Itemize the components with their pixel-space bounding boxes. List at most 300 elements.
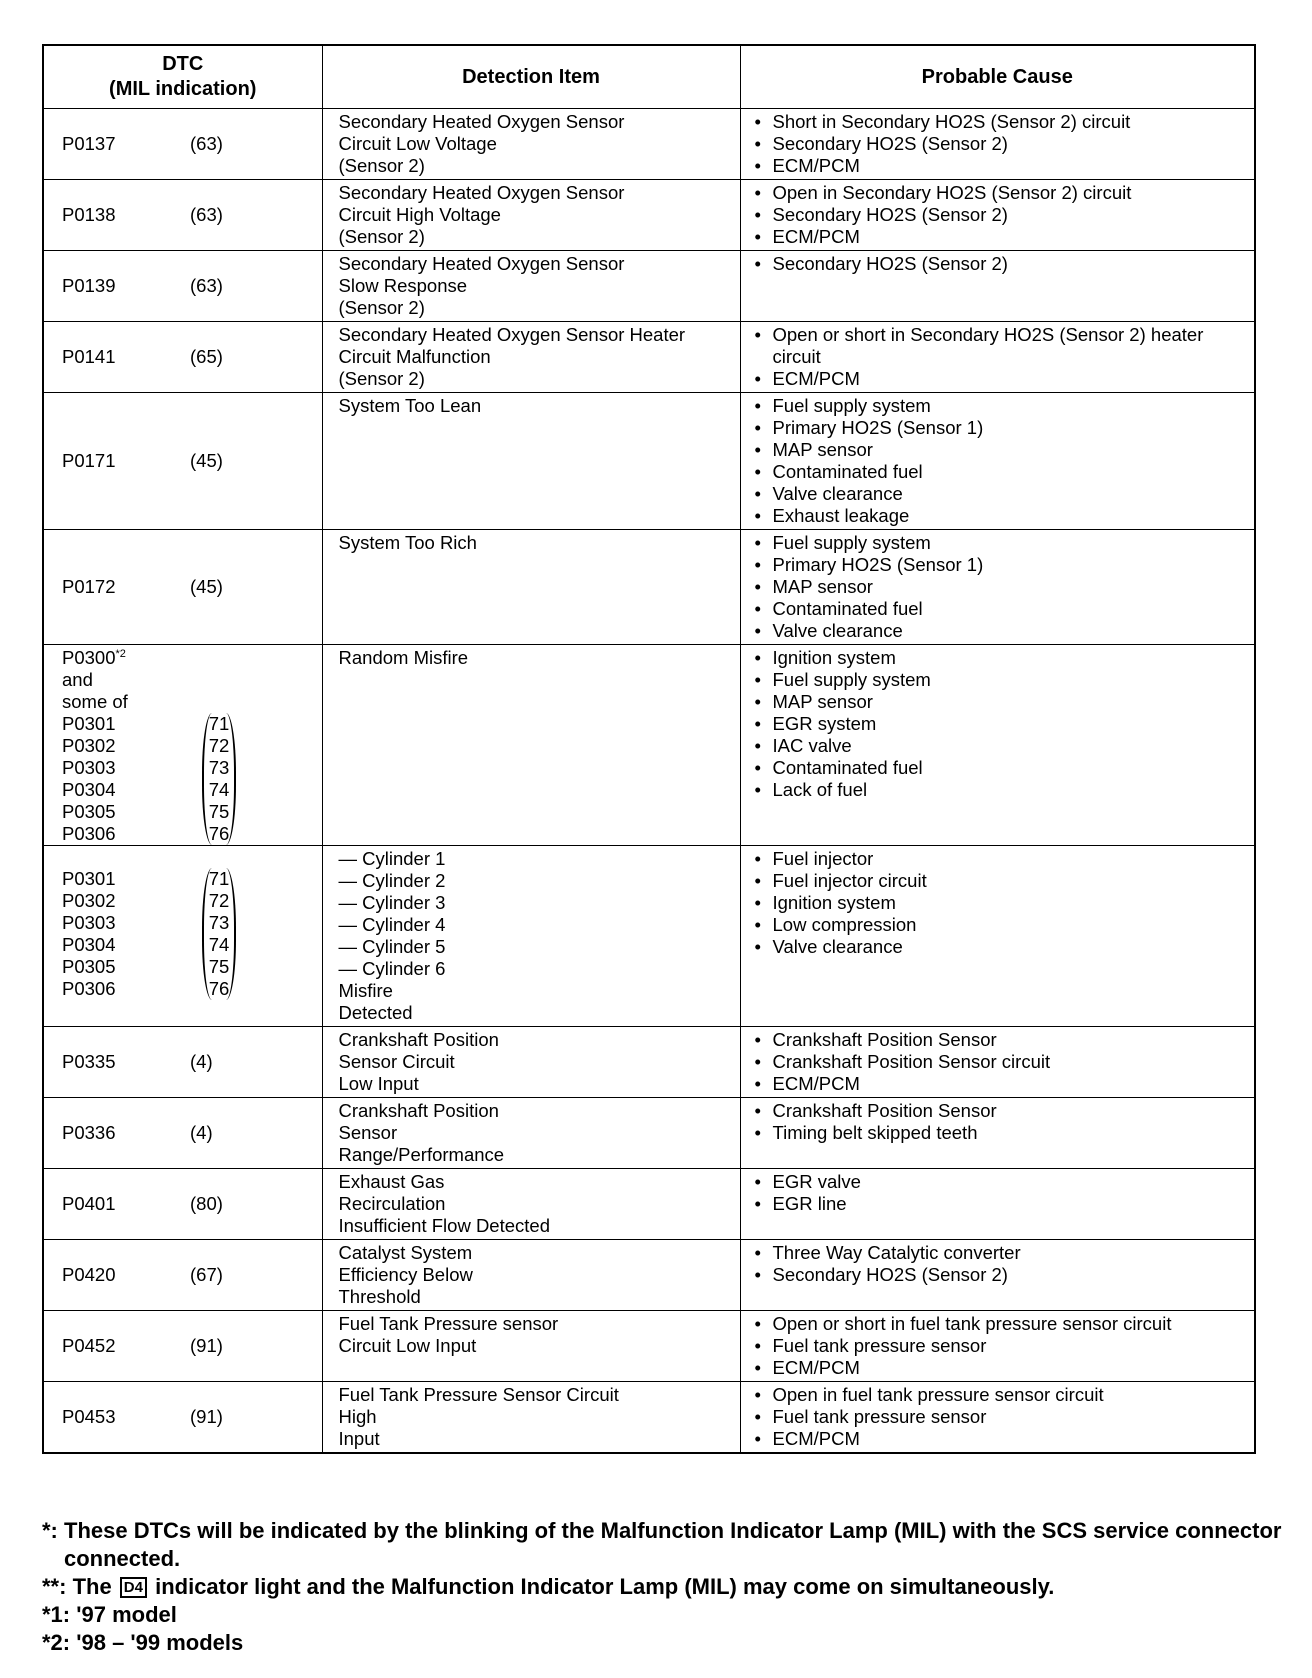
- code-list: [62, 868, 202, 1000]
- cause-text: Fuel supply system: [772, 669, 931, 690]
- dtc-wrap: [62, 1051, 314, 1073]
- mil-indication: (65): [190, 346, 223, 367]
- bullet-icon: •: [754, 598, 761, 619]
- table-row: [43, 180, 1255, 251]
- dtc-code: P0137: [62, 133, 116, 154]
- mil-indication: (4): [190, 1122, 213, 1143]
- detection-item-line: Sensor Circuit: [338, 1051, 455, 1072]
- cause-item: [755, 324, 1247, 368]
- bullet-icon: •: [754, 779, 761, 800]
- detection-item-line: — Cylinder 2: [338, 870, 446, 891]
- mil-bracket-list: [202, 713, 236, 845]
- cause-item: [755, 1193, 1247, 1215]
- cause-item: [755, 848, 1247, 870]
- bullet-icon: •: [754, 461, 761, 482]
- cause-text: Fuel tank pressure sensor: [772, 1335, 987, 1356]
- header-detection-item: Detection Item: [322, 45, 740, 109]
- cause-text: Fuel supply system: [772, 532, 931, 553]
- cause-item: [755, 669, 1247, 691]
- cause-item: [755, 461, 1247, 483]
- bullet-icon: •: [754, 204, 761, 225]
- cause-item: [755, 735, 1247, 757]
- bullet-icon: •: [754, 532, 761, 553]
- cause-item: [755, 1313, 1247, 1335]
- cause-item: [755, 554, 1247, 576]
- detection-item-line: — Cylinder 1: [338, 848, 446, 869]
- detection-item-line: Input: [338, 1428, 380, 1449]
- bullet-icon: •: [754, 647, 761, 668]
- probable-cause-cell: [740, 645, 1255, 846]
- detection-item-line: Secondary Heated Oxygen Sensor: [338, 253, 625, 274]
- cause-item: [755, 1406, 1247, 1428]
- cause-text: Fuel injector: [772, 848, 874, 869]
- bullet-icon: •: [754, 1384, 761, 1405]
- mil-indication: 74: [208, 934, 230, 955]
- mil-indication: (80): [190, 1193, 223, 1214]
- dtc-code: P0301: [62, 713, 116, 734]
- cause-text: Fuel injector circuit: [772, 870, 927, 891]
- dtc-code: P0453: [62, 1406, 116, 1427]
- cause-item: [755, 1029, 1247, 1051]
- mil-indication: 71: [208, 713, 230, 734]
- cause-text: Short in Secondary HO2S (Sensor 2) circuit: [772, 111, 1131, 132]
- bullet-icon: •: [754, 936, 761, 957]
- dtc-code: P0420: [62, 1264, 116, 1285]
- dtc-wrap: [62, 1193, 314, 1215]
- bullet-icon: •: [754, 1029, 761, 1050]
- bullet-icon: •: [754, 848, 761, 869]
- table-row-random-misfire: [43, 645, 1255, 846]
- cause-item: [755, 1073, 1247, 1095]
- dtc-code: P0305: [62, 801, 116, 822]
- bullet-icon: •: [754, 1122, 761, 1143]
- detection-item-line: — Cylinder 4: [338, 914, 446, 935]
- probable-cause-cell: [740, 1098, 1255, 1169]
- dtc-cell: [43, 180, 322, 251]
- dtc-note: and: [62, 669, 93, 690]
- cause-text: Secondary HO2S (Sensor 2): [772, 253, 1008, 274]
- table-row: [43, 251, 1255, 322]
- cause-item: [755, 532, 1247, 554]
- bullet-icon: •: [754, 368, 761, 389]
- cause-text: ECM/PCM: [772, 155, 860, 176]
- cause-item: [755, 691, 1247, 713]
- mil-indication: (67): [190, 1264, 223, 1285]
- cause-text: ECM/PCM: [772, 1073, 860, 1094]
- cause-text: Low compression: [772, 914, 917, 935]
- bullet-icon: •: [754, 620, 761, 641]
- table-row: [43, 1382, 1255, 1454]
- probable-cause-cell: [740, 1311, 1255, 1382]
- cause-item: [755, 1051, 1247, 1073]
- cause-text: Contaminated fuel: [772, 461, 923, 482]
- detection-item-line: Slow Response: [338, 275, 468, 296]
- detection-item-line: Range/Performance: [338, 1144, 505, 1165]
- probable-cause-cell: [740, 322, 1255, 393]
- detection-item-cell: [322, 251, 740, 322]
- mil-indication: (91): [190, 1406, 223, 1427]
- probable-cause-cell: [740, 109, 1255, 180]
- cause-item: [755, 713, 1247, 735]
- cause-item: [755, 1264, 1247, 1286]
- header-dtc: DTC (MIL indication): [43, 45, 322, 109]
- dtc-code: P0303: [62, 912, 116, 933]
- dtc-cell: [43, 322, 322, 393]
- dtc-wrap: [62, 450, 314, 472]
- d4-indicator-icon: D4: [120, 1577, 147, 1598]
- dtc-cell: [43, 846, 322, 1027]
- detection-item-cell: [322, 109, 740, 180]
- cause-item: [755, 576, 1247, 598]
- footnote-mark: **:: [42, 1574, 73, 1599]
- detection-item-line: Crankshaft Position: [338, 1029, 499, 1050]
- detection-item-line: Circuit High Voltage: [338, 204, 501, 225]
- bullet-icon: •: [754, 253, 761, 274]
- probable-cause-cell: [740, 1027, 1255, 1098]
- footnote: [42, 1629, 1282, 1657]
- detection-item-line: Random Misfire: [338, 647, 469, 668]
- cause-item: [755, 779, 1247, 801]
- footnote: [42, 1573, 1282, 1601]
- dtc-code: P0452: [62, 1335, 116, 1356]
- bullet-icon: •: [754, 182, 761, 203]
- dtc-code: P0138: [62, 204, 116, 225]
- detection-item-line: Fuel Tank Pressure sensor: [338, 1313, 559, 1334]
- table-header-row: [43, 45, 1255, 109]
- detection-item-line: (Sensor 2): [338, 226, 425, 247]
- cause-item: [755, 757, 1247, 779]
- bullet-icon: •: [754, 1242, 761, 1263]
- detection-item-line: Threshold: [338, 1286, 421, 1307]
- mil-indication: (4): [190, 1051, 213, 1072]
- detection-item-line: System Too Lean: [338, 395, 482, 416]
- bullet-icon: •: [754, 1073, 761, 1094]
- mil-indication: 73: [208, 912, 230, 933]
- bullet-icon: •: [754, 1406, 761, 1427]
- cause-text: Crankshaft Position Sensor circuit: [772, 1051, 1051, 1072]
- footnote-mark: *2: [115, 647, 126, 660]
- cause-item: [755, 155, 1247, 177]
- footnote-text: The D4 indicator light and the Malfunction Indicator Lamp (MIL) may come on simultaneously.: [72, 1574, 1055, 1599]
- cause-text: Secondary HO2S (Sensor 2): [772, 1264, 1008, 1285]
- cause-text: Lack of fuel: [772, 779, 868, 800]
- mil-indication: 72: [208, 890, 230, 911]
- dtc-code: P0302: [62, 890, 116, 911]
- cause-item: [755, 133, 1247, 155]
- cause-item: [755, 914, 1247, 936]
- bullet-icon: •: [754, 417, 761, 438]
- cause-item: [755, 1335, 1247, 1357]
- dtc-code: P0336: [62, 1122, 116, 1143]
- detection-item-cell: [322, 1382, 740, 1454]
- cause-item: [755, 182, 1247, 204]
- dtc-code: P0306: [62, 823, 116, 844]
- dtc-cell: [43, 1240, 322, 1311]
- cause-text: MAP sensor: [772, 439, 873, 460]
- table-row: [43, 530, 1255, 645]
- cause-text: Timing belt skipped teeth: [772, 1122, 978, 1143]
- cause-item: [755, 1428, 1247, 1450]
- dtc-cell: [43, 530, 322, 645]
- footnote-text: '98 – '99 models: [76, 1630, 244, 1655]
- bullet-icon: •: [754, 669, 761, 690]
- bullet-icon: •: [754, 133, 761, 154]
- detection-item-cell: [322, 180, 740, 251]
- detection-item-cell: [322, 645, 740, 846]
- dtc-wrap: [62, 1406, 314, 1428]
- cause-text: Open or short in fuel tank pressure sensor circuit: [772, 1313, 1172, 1334]
- bullet-icon: •: [754, 324, 761, 345]
- mil-indication: 76: [208, 823, 230, 844]
- footnote: [42, 1517, 1282, 1573]
- cause-text: Secondary HO2S (Sensor 2): [772, 133, 1008, 154]
- detection-item-cell: [322, 1169, 740, 1240]
- cause-text: EGR system: [772, 713, 877, 734]
- mil-indication: (63): [190, 204, 223, 225]
- detection-item-line: Circuit Malfunction: [338, 346, 491, 367]
- detection-item-line: System Too Rich: [338, 532, 477, 553]
- table-row: [43, 1098, 1255, 1169]
- dtc-wrap: [62, 204, 314, 226]
- cause-text: Three Way Catalytic converter: [772, 1242, 1021, 1263]
- detection-item-cell: [322, 1240, 740, 1311]
- dtc-code: P0300$^{*2}$: [62, 647, 126, 668]
- dtc-code: P0172: [62, 576, 116, 597]
- cause-text: ECM/PCM: [772, 1428, 860, 1449]
- dtc-code: P0139: [62, 275, 116, 296]
- detection-item-cell: [322, 1027, 740, 1098]
- cause-text: Fuel supply system: [772, 395, 931, 416]
- table-row-cylinder-misfire: [43, 846, 1255, 1027]
- cause-text: IAC valve: [772, 735, 852, 756]
- dtc-cell: [43, 1098, 322, 1169]
- mil-bracket-list: [202, 868, 236, 1000]
- bullet-icon: •: [754, 1335, 761, 1356]
- cause-text: Ignition system: [772, 647, 896, 668]
- probable-cause-cell: [740, 1382, 1255, 1454]
- dtc-note: some of: [62, 691, 128, 712]
- mil-indication: 72: [208, 735, 230, 756]
- bullet-icon: •: [754, 870, 761, 891]
- bullet-icon: •: [754, 1051, 761, 1072]
- bullet-icon: •: [754, 1357, 761, 1378]
- detection-item-line: Recirculation: [338, 1193, 446, 1214]
- cause-text: Crankshaft Position Sensor: [772, 1029, 997, 1050]
- dtc-wrap: [62, 133, 314, 155]
- detection-item-line: Sensor: [338, 1122, 398, 1143]
- mil-indication: (91): [190, 1335, 223, 1356]
- table-row: [43, 109, 1255, 180]
- mil-indication: (45): [190, 576, 223, 597]
- detection-item-line: — Cylinder 6: [338, 958, 446, 979]
- mil-indication: (63): [190, 133, 223, 154]
- dtc-code: P0305: [62, 956, 116, 977]
- detection-item-line: Secondary Heated Oxygen Sensor Heater: [338, 324, 686, 345]
- footnote-mark: *:: [42, 1518, 64, 1543]
- detection-item-line: — Cylinder 5: [338, 936, 446, 957]
- detection-item-line: Circuit Low Voltage: [338, 133, 497, 154]
- bullet-icon: •: [754, 691, 761, 712]
- cause-item: [755, 483, 1247, 505]
- bullet-icon: •: [754, 914, 761, 935]
- bullet-icon: •: [754, 226, 761, 247]
- cause-item: [755, 892, 1247, 914]
- detection-item-cell: [322, 1311, 740, 1382]
- cause-item: [755, 111, 1247, 133]
- code-list: [62, 713, 202, 845]
- detection-item-line: Insufficient Flow Detected: [338, 1215, 550, 1236]
- dtc-cell: [43, 1311, 322, 1382]
- cause-item: [755, 253, 1247, 275]
- cause-text: Primary HO2S (Sensor 1): [772, 417, 984, 438]
- dtc-code: P0304: [62, 934, 116, 955]
- cause-item: [755, 505, 1247, 527]
- dtc-cell: [43, 1027, 322, 1098]
- detection-item-cell: [322, 322, 740, 393]
- probable-cause-cell: [740, 1169, 1255, 1240]
- dtc-wrap: [62, 576, 314, 598]
- probable-cause-cell: [740, 530, 1255, 645]
- detection-item-line: (Sensor 2): [338, 368, 425, 389]
- mil-indication: 71: [208, 868, 230, 889]
- dtc-wrap: [62, 275, 314, 297]
- bullet-icon: •: [754, 1100, 761, 1121]
- bullet-icon: •: [754, 1264, 761, 1285]
- dtc-code: P0304: [62, 779, 116, 800]
- bullet-icon: •: [754, 713, 761, 734]
- mil-indication: 73: [208, 757, 230, 778]
- cause-text: Ignition system: [772, 892, 896, 913]
- footnote-mark: *1:: [42, 1602, 77, 1627]
- header-probable-cause: Probable Cause: [740, 45, 1255, 109]
- dtc-wrap: [62, 1122, 314, 1144]
- mil-indication: (63): [190, 275, 223, 296]
- cause-item: [755, 1171, 1247, 1193]
- cylinder-code-group: [62, 713, 314, 845]
- bullet-icon: •: [754, 439, 761, 460]
- cause-text: Exhaust leakage: [772, 505, 910, 526]
- dtc-code: P0306: [62, 978, 116, 999]
- cause-item: [755, 1357, 1247, 1379]
- detection-item-line: Detected: [338, 1002, 413, 1023]
- cause-item: [755, 395, 1247, 417]
- cause-text: Crankshaft Position Sensor: [772, 1100, 997, 1121]
- cause-text: Open in fuel tank pressure sensor circuit: [772, 1384, 1104, 1405]
- cause-text: MAP sensor: [772, 691, 873, 712]
- detection-item-line: Exhaust Gas: [338, 1171, 445, 1192]
- detection-item-line: High: [338, 1406, 377, 1427]
- cause-item: [755, 1122, 1247, 1144]
- probable-cause-cell: [740, 846, 1255, 1027]
- bullet-icon: •: [754, 554, 761, 575]
- detection-item-line: (Sensor 2): [338, 155, 425, 176]
- probable-cause-cell: [740, 1240, 1255, 1311]
- mil-indication: 76: [208, 978, 230, 999]
- detection-item-line: Fuel Tank Pressure Sensor Circuit: [338, 1384, 619, 1405]
- table-row: [43, 393, 1255, 530]
- bullet-icon: •: [754, 735, 761, 756]
- dtc-cell: [43, 393, 322, 530]
- cause-item: [755, 870, 1247, 892]
- cause-text: EGR valve: [772, 1171, 861, 1192]
- bullet-icon: •: [754, 892, 761, 913]
- cause-text: ECM/PCM: [772, 1357, 860, 1378]
- dtc-cell: [43, 251, 322, 322]
- dtc-code: P0301: [62, 868, 116, 889]
- cause-text: Open or short in Secondary HO2S (Sensor 2) heater circuit: [772, 324, 1204, 367]
- detection-item-line: Catalyst System: [338, 1242, 473, 1263]
- bullet-icon: •: [754, 1171, 761, 1192]
- cause-item: [755, 647, 1247, 669]
- dtc-wrap: [62, 346, 314, 368]
- bullet-icon: •: [754, 155, 761, 176]
- cause-text: Contaminated fuel: [772, 757, 923, 778]
- cause-item: [755, 204, 1247, 226]
- detection-item-line: Misfire: [338, 980, 393, 1001]
- dtc-code: P0302: [62, 735, 116, 756]
- dtc-cell: [43, 1169, 322, 1240]
- cause-item: [755, 598, 1247, 620]
- bullet-icon: •: [754, 505, 761, 526]
- dtc-code: P0335: [62, 1051, 116, 1072]
- table-row: [43, 322, 1255, 393]
- cause-text: Open in Secondary HO2S (Sensor 2) circuit: [772, 182, 1132, 203]
- detection-item-line: Secondary Heated Oxygen Sensor: [338, 182, 625, 203]
- cause-text: Primary HO2S (Sensor 1): [772, 554, 984, 575]
- probable-cause-cell: [740, 251, 1255, 322]
- table-row: [43, 1027, 1255, 1098]
- footnote: [42, 1601, 1282, 1629]
- footnotes: [42, 1517, 1282, 1657]
- detection-item-line: Secondary Heated Oxygen Sensor: [338, 111, 625, 132]
- detection-item-line: Circuit Low Input: [338, 1335, 477, 1356]
- table-row: [43, 1311, 1255, 1382]
- cause-item: [755, 368, 1247, 390]
- cause-item: [755, 936, 1247, 958]
- footnote-text: '97 model: [76, 1602, 177, 1627]
- dtc-cell: [43, 645, 322, 846]
- dtc-wrap: [62, 1264, 314, 1286]
- bullet-icon: •: [754, 1313, 761, 1334]
- cause-item: [755, 1242, 1247, 1264]
- probable-cause-cell: [740, 393, 1255, 530]
- cause-item: [755, 439, 1247, 461]
- cause-item: [755, 226, 1247, 248]
- cause-item: [755, 620, 1247, 642]
- bullet-icon: •: [754, 483, 761, 504]
- detection-item-cell: [322, 1098, 740, 1169]
- cause-text: Contaminated fuel: [772, 598, 923, 619]
- bullet-icon: •: [754, 576, 761, 597]
- table-row: [43, 1240, 1255, 1311]
- detection-item-line: Low Input: [338, 1073, 419, 1094]
- cause-text: Valve clearance: [772, 483, 903, 504]
- probable-cause-cell: [740, 180, 1255, 251]
- cylinder-code-group: [62, 868, 314, 1000]
- dtc-code: P0303: [62, 757, 116, 778]
- cause-text: Secondary HO2S (Sensor 2): [772, 204, 1008, 225]
- detection-item-cell: [322, 846, 740, 1027]
- cause-text: MAP sensor: [772, 576, 873, 597]
- mil-indication: (45): [190, 450, 223, 471]
- detection-item-line: Crankshaft Position: [338, 1100, 499, 1121]
- bullet-icon: •: [754, 1193, 761, 1214]
- cause-text: EGR line: [772, 1193, 847, 1214]
- cause-text: Valve clearance: [772, 620, 903, 641]
- dtc-code: P0171: [62, 450, 116, 471]
- bullet-icon: •: [754, 111, 761, 132]
- table-row: [43, 1169, 1255, 1240]
